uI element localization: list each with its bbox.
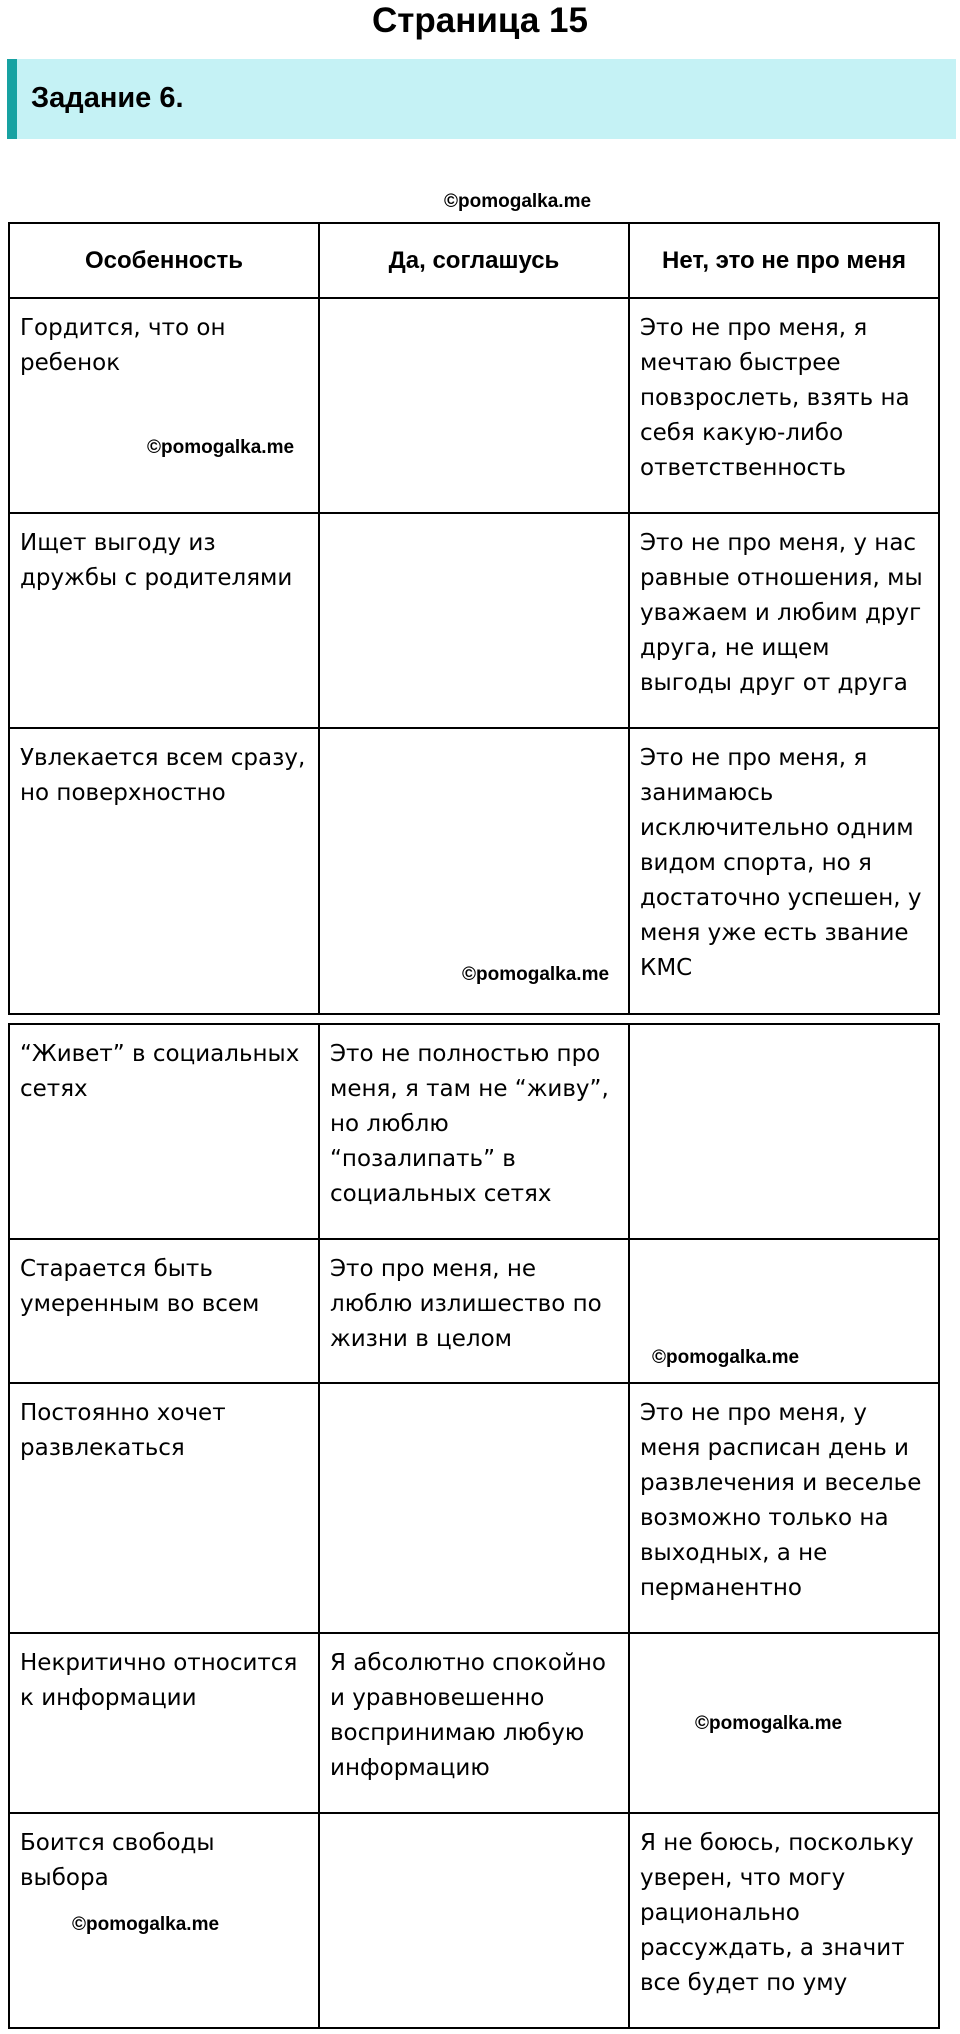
feature-cell: Ищет выгоду из дружбы с родителями xyxy=(9,513,319,728)
agree-cell xyxy=(319,298,629,513)
header-feature: Особенность xyxy=(9,223,319,298)
feature-cell: Постоянно хочет развлекаться xyxy=(9,1383,319,1633)
feature-cell: Боится свободы выбора xyxy=(9,1813,319,2028)
agree-cell xyxy=(319,1813,629,2028)
agree-cell: Это про меня, не люблю излишество по жизни в целом xyxy=(319,1239,629,1383)
features-table-2 xyxy=(8,1023,940,2029)
task-title: Задание 6. xyxy=(31,82,184,114)
watermark: ©pomogalka.me xyxy=(72,1914,220,1935)
watermark: ©pomogalka.me xyxy=(652,1347,800,1368)
watermark: ©pomogalka.me xyxy=(462,964,610,985)
agree-cell: Это не полностью про меня, я там не “живу”, но люблю “позалипать” в социальных сетях xyxy=(319,1024,629,1239)
agree-cell xyxy=(319,1383,629,1633)
page-title: Страница 15 xyxy=(372,1,588,40)
disagree-cell: Это не про меня, у нас равные отношения, мы уважаем и любим друг друга, не ищем выгоды друг от друга xyxy=(629,513,939,728)
feature-cell: Старается быть умеренным во всем xyxy=(9,1239,319,1383)
disagree-cell: Это не про меня, у меня расписан день и развлечения и веселье возможно только на выходных, а не перманентно xyxy=(629,1383,939,1633)
table-row xyxy=(9,1239,939,1383)
agree-cell xyxy=(319,513,629,728)
watermark: ©pomogalka.me xyxy=(444,191,592,212)
table-header-row xyxy=(9,223,939,298)
table-row xyxy=(9,298,939,513)
header-agree: Да, соглашусь xyxy=(319,223,629,298)
disagree-cell: Это не про меня, я занимаюсь исключительно одним видом спорта, но я достаточно успешен, у меня уже есть звание КМС xyxy=(629,728,939,1014)
watermark: ©pomogalka.me xyxy=(695,1713,843,1734)
table-row xyxy=(9,513,939,728)
feature-cell: Увлекается всем сразу, но поверхностно xyxy=(9,728,319,1014)
disagree-cell: Я не боюсь, поскольку уверен, что могу рационально рассуждать, а значит все будет по уму xyxy=(629,1813,939,2028)
disagree-cell xyxy=(629,1024,939,1239)
disagree-cell: Это не про меня, я мечтаю быстрее повзрослеть, взять на себя какую-либо ответственность xyxy=(629,298,939,513)
watermark: ©pomogalka.me xyxy=(147,437,295,458)
features-table-1 xyxy=(8,222,940,1015)
feature-cell: “Живет” в социальных сетях xyxy=(9,1024,319,1239)
feature-cell: Гордится, что он ребенок xyxy=(9,298,319,513)
feature-cell: Некритично относится к информации xyxy=(9,1633,319,1813)
table-row xyxy=(9,1024,939,1239)
header-disagree: Нет, это не про меня xyxy=(629,223,939,298)
table-row xyxy=(9,1383,939,1633)
task-banner xyxy=(7,59,956,139)
agree-cell: Я абсолютно спокойно и уравновешенно воспринимаю любую информацию xyxy=(319,1633,629,1813)
